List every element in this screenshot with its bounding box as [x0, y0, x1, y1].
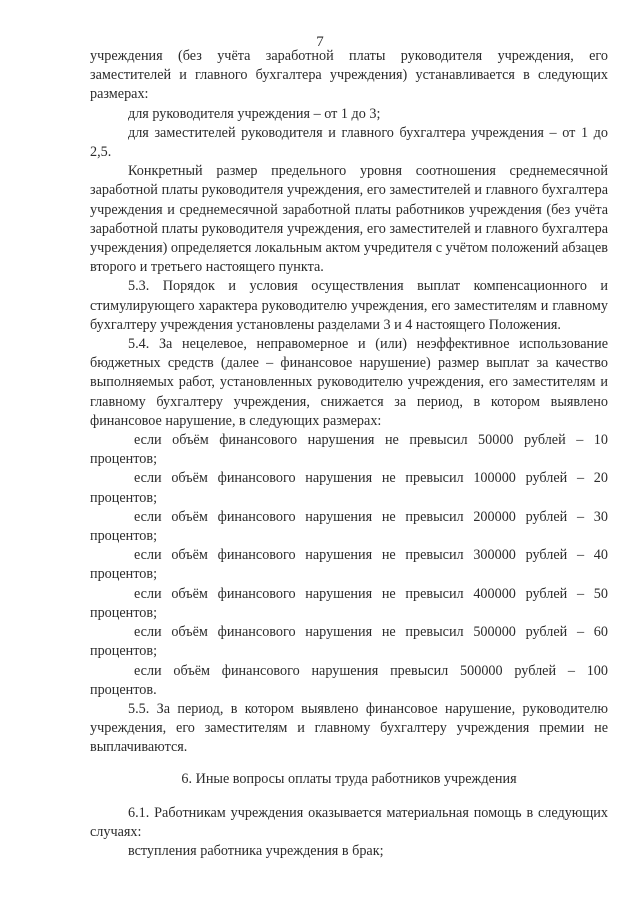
list-item: если объём финансового нарушения не превысил 200000 рублей – 30 процентов;: [90, 508, 608, 545]
list-item: для руководителя учреждения – от 1 до 3;: [128, 105, 381, 122]
paragraph: учреждения (без учёта заработной платы руководителя учреждения, его заместителей и главного бухгалтера учреждения) устанавливается в следующих размерах:: [90, 48, 608, 103]
list-item: если объём финансового нарушения не превысил 300000 рублей – 40 процентов;: [90, 547, 608, 583]
paragraph-5-3: 5.3. Порядок и условия осуществления выплат компенсационного и стимулирующего характера руководителю учреждения, его заместителям и главному бухгалтеру учреждения установлены разделами 3 и 4 настоящего Положения.: [90, 278, 608, 333]
paragraph: Конкретный размер предельного уровня соотношения среднемесячной заработной платы руководителя учреждения, его заместителей и главного бухгалтера учреждения и среднемесячной заработной платы работников учреждения (без учёта заработной платы руководителя учреждения, его заместителей и главного бухгалтера учреждения) определяется локальным актом учредителя с учётом положений абзацев второго и третьего настоящего пункта.: [90, 163, 608, 276]
paragraph-5-4: 5.4. За нецелевое, неправомерное и (или) неэффективное использование бюджетных средств (далее – финансовое нарушение) размер выплат за качество выполняемых работ, установленных руководителю учреждения, его заместителям и главному бухгалтеру учреждения, снижается за период, в котором выявлено финансовое нарушение, в следующих размерах:: [90, 336, 608, 429]
list-item: если объём финансового нарушения превысил 500000 рублей – 100 процентов.: [90, 662, 608, 698]
list-item: если объём финансового нарушения не превысил 50000 рублей – 10 процентов;: [90, 432, 608, 468]
section-heading: 6. Иные вопросы оплаты труда работников учреждения: [181, 770, 517, 787]
list-item: если объём финансового нарушения не превысил 100000 рублей – 20 процентов;: [90, 470, 608, 506]
list-item: если объём финансового нарушения не превысил 400000 рублей – 50 процентов;: [90, 585, 608, 621]
list-item: вступления работника учреждения в брак;: [128, 843, 384, 860]
page-number: 7: [316, 34, 324, 50]
list-item: если объём финансового нарушения не превысил 500000 рублей – 60 процентов;: [90, 624, 608, 660]
paragraph-6-1: 6.1. Работникам учреждения оказывается материальная помощь в следующих случаях:: [90, 804, 608, 840]
document-body: [90, 47, 608, 861]
list-item: для заместителей руководителя и главного бухгалтера учреждения – от 1 до 2,5.: [90, 124, 608, 161]
paragraph-5-5: 5.5. За период, в котором выявлено финансовое нарушение, руководителю учреждения, его заместителям и главному бухгалтеру учреждения премии не выплачиваются.: [90, 700, 608, 756]
